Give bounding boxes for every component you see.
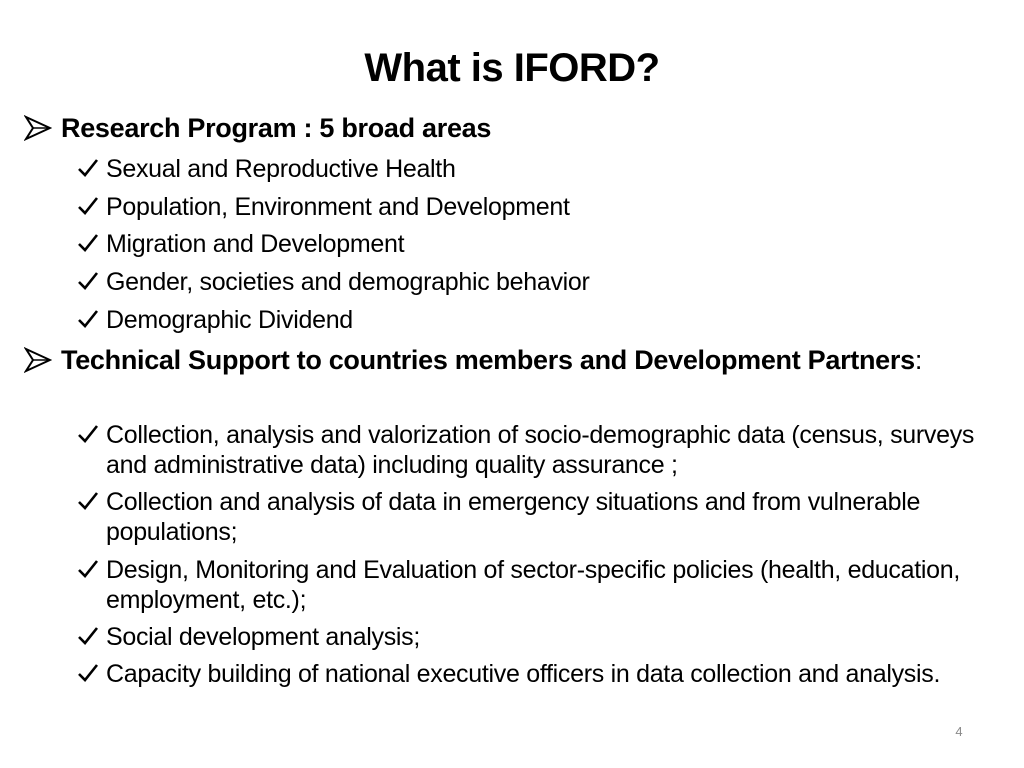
- list-item-text: Social development analysis;: [106, 623, 421, 651]
- checkmark-icon: [77, 626, 99, 646]
- list-item: [77, 229, 1017, 259]
- list-item-text: Capacity building of national executive officers in data collection and analysis.: [106, 660, 941, 688]
- checkmark-icon: [77, 663, 99, 683]
- checkmark-icon: [77, 196, 99, 216]
- page-number: 4: [955, 724, 963, 739]
- section-heading-research-program: [24, 113, 1014, 144]
- checkmark-icon: [77, 559, 99, 579]
- checkmark-icon: [77, 309, 99, 329]
- list-item: [77, 305, 1017, 335]
- list-item: [77, 154, 1017, 184]
- list-item-text: Design, Monitoring and Evaluation of sector-specific policies (health, education, employment, etc.);: [106, 556, 960, 614]
- section-heading-text: Technical Support to countries members and Development Partners: [61, 345, 915, 375]
- list-item-text: Collection, analysis and valorization of socio-demographic data (census, surveys and administrative data) including quality assurance ;: [106, 421, 975, 479]
- list-item: [77, 267, 1017, 297]
- checkmark-icon: [77, 158, 99, 178]
- checkmark-icon: [77, 271, 99, 291]
- list-item: [77, 192, 1017, 222]
- list-item: [77, 487, 1017, 547]
- slide-title: What is IFORD?: [364, 46, 660, 90]
- arrow-bullet-icon: [24, 114, 52, 142]
- arrow-bullet-icon: [24, 346, 52, 374]
- section-heading-colon: :: [914, 345, 923, 375]
- list-item: [77, 420, 1017, 480]
- section-heading-technical-support: [24, 345, 1014, 376]
- list-item: [77, 555, 1017, 615]
- checkmark-icon: [77, 491, 99, 511]
- list-item-text: Population, Environment and Development: [106, 193, 570, 221]
- checkmark-icon: [77, 233, 99, 253]
- list-item-text: Gender, societies and demographic behavior: [106, 268, 590, 296]
- list-item: [77, 659, 1017, 689]
- list-item-text: Migration and Development: [106, 230, 405, 258]
- list-item-text: Demographic Dividend: [106, 306, 353, 334]
- list-item-text: Collection and analysis of data in emergency situations and from vulnerable populations;: [106, 488, 921, 546]
- section-heading-text: Research Program : 5 broad areas: [61, 113, 492, 143]
- checkmark-icon: [77, 424, 99, 444]
- list-item-text: Sexual and Reproductive Health: [106, 155, 456, 183]
- list-item: [77, 622, 1017, 652]
